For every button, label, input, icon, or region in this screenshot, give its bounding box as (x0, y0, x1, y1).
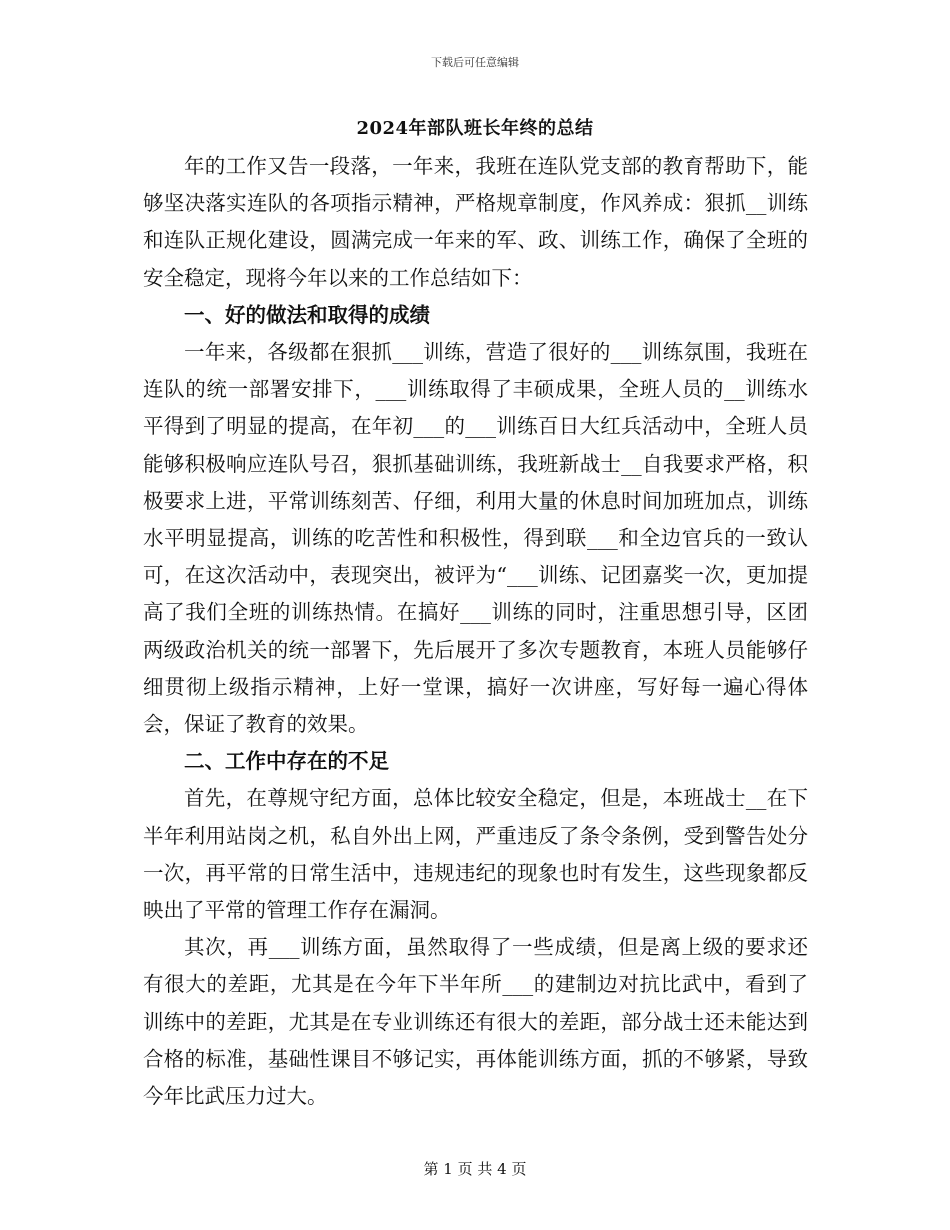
section-heading-shortcomings: 二、工作中存在的不足 (184, 749, 389, 774)
paragraph-discipline: 首先，在尊规守纪方面，总体比较安全稳定，但是，本班战士__在下半年利用站岗之机，私自外出上网，严重违反了条令条例，受到警告处分一次，再平常的日常生活中，违规违纪的现象也时有发生，这些现象都反映出了平常的管理工作存在漏洞。 (143, 786, 808, 923)
paragraph-achievements: 一年来，各级都在狠抓___训练，营造了很好的___训练氛围，我班在连队的统一部署安排下，___训练取得了丰硕成果，全班人员的__训练水平得到了明显的提高，在年初___的___训练百日大红兵活动中，全班人员能够积极响应连队号召，狠抓基础训练，我班新战士__自我要求严格，积极要求上进，平常训练刻苦、仔细，利用大量的休息时间加班加点，训练水平明显提高，训练的吃苦性和积极性，得到联___和全边官兵的一致认可，在这次活动中，表现突出，被评为“___训练、记团嘉奖一次，更加提高了我们全班的训练热情。在搞好___训练的同时，注重思想引导，区团两级政治机关的统一部署下，先后展开了多次专题教育，本班人员能够仔细贯彻上级指示精神，上好一堂课，搞好一次讲座，写好每一遍心得体会，保证了教育的效果。 (143, 340, 808, 737)
paragraph-training: 其次，再___训练方面，虽然取得了一些成绩，但是离上级的要求还有很大的差距，尤其是在今年下半年所___的建制边对抗比武中，看到了训练中的差距，尤其是在专业训练还有很大的差距，部分战士还未能达到合格的标准，基础性课目不够记实，再体能训练方面，抓的不够紧，导致今年比武压力过大。 (143, 935, 808, 1109)
document-body (143, 148, 808, 1115)
section-heading-achievements: 一、好的做法和取得的成绩 (184, 302, 430, 327)
header-note: 下载后可任意编辑 (431, 56, 519, 69)
document-title: 2024年部队班长年终的总结 (356, 118, 594, 139)
page-number: 第 1 页 共 4 页 (423, 1160, 527, 1178)
paragraph-intro: 年的工作又告一段落，一年来，我班在连队党支部的教育帮助下，能够坚决落实连队的各项指示精神，严格规章制度，作风养成：狠抓__训练和连队正规化建设，圆满完成一年来的军、政、训练工作，确保了全班的安全稳定，现将今年以来的工作总结如下： (143, 154, 808, 290)
